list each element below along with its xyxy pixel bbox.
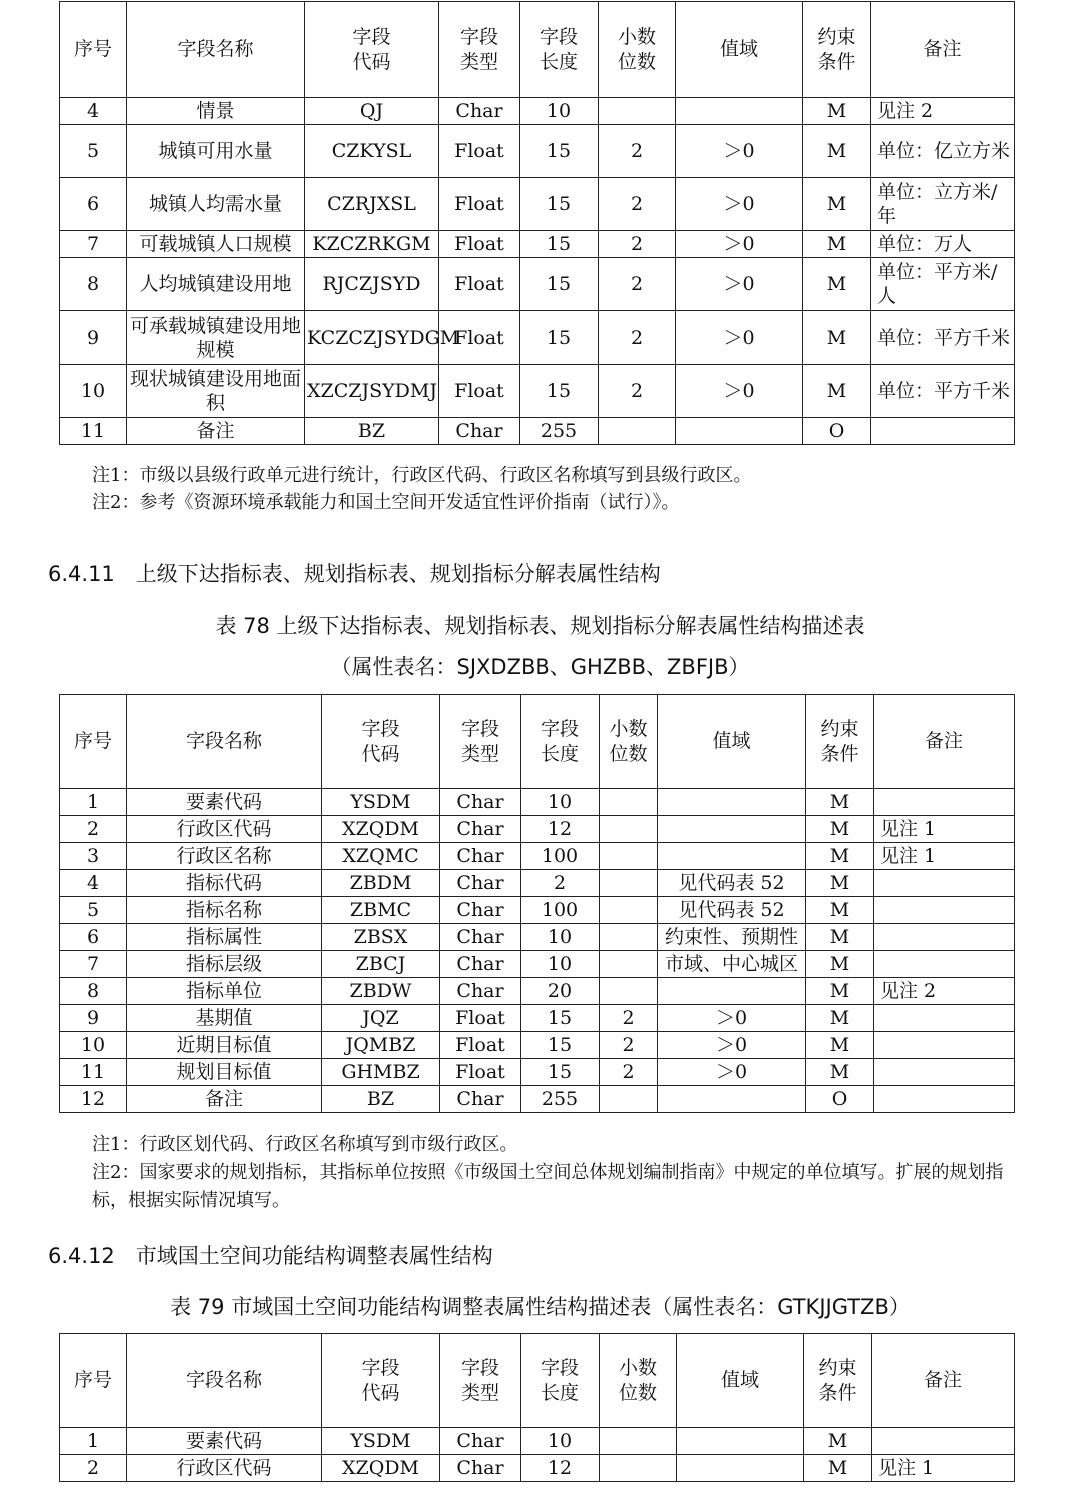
table-cell: BZ bbox=[322, 1086, 440, 1113]
header-cell: 序号 bbox=[60, 695, 127, 789]
table-cell: M bbox=[806, 1059, 874, 1086]
table-cell: 15 bbox=[520, 365, 599, 418]
table-cell: 2 bbox=[599, 178, 676, 231]
table-cell: Char bbox=[439, 418, 520, 445]
table-cell bbox=[677, 1428, 804, 1455]
header-cell: 字段 代码 bbox=[322, 1334, 440, 1428]
table-cell: M bbox=[806, 1005, 874, 1032]
header-cell: 字段 类型 bbox=[440, 1334, 521, 1428]
table-cell: 近期目标值 bbox=[127, 1032, 322, 1059]
table-cell bbox=[874, 789, 1015, 816]
table-cell: Char bbox=[440, 951, 521, 978]
table-cell: M bbox=[803, 365, 871, 418]
table-cell: JQZ bbox=[322, 1005, 440, 1032]
table-cell: 10 bbox=[521, 951, 600, 978]
table-row bbox=[60, 178, 1015, 231]
table-row bbox=[60, 1059, 1015, 1086]
table-cell: 15 bbox=[520, 178, 599, 231]
table-cell: M bbox=[806, 870, 874, 897]
table-cell: 备注 bbox=[127, 1086, 322, 1113]
table-cell: 10 bbox=[521, 789, 600, 816]
table-cell: 100 bbox=[521, 897, 600, 924]
table-cell: Char bbox=[440, 897, 521, 924]
table-cell bbox=[874, 1005, 1015, 1032]
table78-note-1: 注1：行政区划代码、行政区名称填写到市级行政区。 bbox=[92, 1134, 518, 1155]
table-cell bbox=[600, 816, 658, 843]
table-cell: ZBDM bbox=[322, 870, 440, 897]
table-cell: 要素代码 bbox=[127, 1428, 322, 1455]
table-row bbox=[60, 978, 1015, 1005]
table-cell: Char bbox=[440, 816, 521, 843]
table-cell bbox=[658, 816, 806, 843]
table-cell: 人均城镇建设用地 bbox=[127, 258, 305, 311]
table-cell: M bbox=[806, 843, 874, 870]
table-row bbox=[60, 98, 1015, 125]
table-cell: 9 bbox=[60, 311, 127, 365]
header-cell: 值域 bbox=[658, 695, 806, 789]
table-row bbox=[60, 951, 1015, 978]
table-cell: GHMBZ bbox=[322, 1059, 440, 1086]
table-cell: 基期值 bbox=[127, 1005, 322, 1032]
table-79 bbox=[59, 1333, 1015, 1482]
table-cell: 10 bbox=[521, 1428, 600, 1455]
table-cell: 15 bbox=[521, 1059, 600, 1086]
header-cell: 备注 bbox=[874, 695, 1015, 789]
table-cell: Float bbox=[440, 1005, 521, 1032]
table-cell: 255 bbox=[521, 1086, 600, 1113]
table-cell: ZBDW bbox=[322, 978, 440, 1005]
table-cell: 10 bbox=[521, 924, 600, 951]
header-cell: 字段 长度 bbox=[521, 695, 600, 789]
table-cell: Char bbox=[440, 789, 521, 816]
table-cell: Char bbox=[440, 1086, 521, 1113]
table-cell: CZRJXSL bbox=[305, 178, 439, 231]
table-cell: 2 bbox=[600, 1032, 658, 1059]
table-cell: M bbox=[806, 816, 874, 843]
table78-caption-name: （属性表名：SJXDZBB、GHZBB、ZBFJB） bbox=[330, 655, 750, 679]
table-cell bbox=[600, 951, 658, 978]
table-cell: 2 bbox=[60, 816, 127, 843]
table-cell: ＞0 bbox=[676, 231, 803, 258]
table-cell: M bbox=[803, 98, 871, 125]
table-cell: 单位：平方千米 bbox=[871, 311, 1015, 365]
table-cell bbox=[600, 870, 658, 897]
table-cell: 15 bbox=[520, 125, 599, 178]
table-cell: 5 bbox=[60, 125, 127, 178]
table-78 bbox=[59, 694, 1015, 1113]
table-cell: ZBMC bbox=[322, 897, 440, 924]
table-cell: ＞0 bbox=[658, 1005, 806, 1032]
table-cell: 单位：万人 bbox=[871, 231, 1015, 258]
section-heading-6-4-12: 6.4.12 市域国土空间功能结构调整表属性结构 bbox=[48, 1244, 493, 1268]
table-cell bbox=[600, 1086, 658, 1113]
table-row bbox=[60, 897, 1015, 924]
table-cell: Char bbox=[440, 924, 521, 951]
table-cell: ＞0 bbox=[676, 125, 803, 178]
table-cell bbox=[600, 1455, 677, 1482]
table78-note-2-text: 注2：国家要求的规划指标，其指标单位按照《市级国土空间总体规划编制指南》中规定的单位填写。扩展的规划指标，根据实际情况填写。 bbox=[92, 1162, 1004, 1211]
table-cell: Float bbox=[440, 1032, 521, 1059]
table-cell: 4 bbox=[60, 98, 127, 125]
table-cell: 15 bbox=[521, 1032, 600, 1059]
table-cell: XZQDM bbox=[322, 1455, 440, 1482]
table-cell: 指标单位 bbox=[127, 978, 322, 1005]
table-cell: 指标属性 bbox=[127, 924, 322, 951]
table-cell bbox=[600, 978, 658, 1005]
header-cell: 序号 bbox=[60, 1334, 127, 1428]
table-cell: 2 bbox=[599, 258, 676, 311]
table-cell: 15 bbox=[520, 231, 599, 258]
table-row bbox=[60, 1005, 1015, 1032]
table-cell: M bbox=[804, 1428, 872, 1455]
header-cell: 字段名称 bbox=[127, 1334, 322, 1428]
table-cell: 2 bbox=[521, 870, 600, 897]
table-cell: Char bbox=[440, 978, 521, 1005]
header-cell: 字段 长度 bbox=[520, 2, 599, 98]
table-cell: 约束性、预期性 bbox=[658, 924, 806, 951]
table-row bbox=[60, 789, 1015, 816]
table-cell: O bbox=[803, 418, 871, 445]
table-cell: Float bbox=[439, 311, 520, 365]
table-row bbox=[60, 843, 1015, 870]
table-cell: 单位：平方千米 bbox=[871, 365, 1015, 418]
table-cell: 见注 2 bbox=[871, 98, 1015, 125]
table-cell: ＞0 bbox=[676, 365, 803, 418]
table-cell: 4 bbox=[60, 870, 127, 897]
table-cell: BZ bbox=[305, 418, 439, 445]
table-cell: 2 bbox=[60, 1455, 127, 1482]
table-cell: YSDM bbox=[322, 1428, 440, 1455]
table-cell: 9 bbox=[60, 1005, 127, 1032]
table-cell: 可载城镇人口规模 bbox=[127, 231, 305, 258]
header-cell: 字段 代码 bbox=[322, 695, 440, 789]
table-cell: 指标名称 bbox=[127, 897, 322, 924]
table-cell: Float bbox=[440, 1059, 521, 1086]
table-cell: 单位：亿立方米 bbox=[871, 125, 1015, 178]
table-cell: 现状城镇建设用地面积 bbox=[127, 365, 305, 418]
header-cell: 约束 条件 bbox=[804, 1334, 872, 1428]
table-cell: 规划目标值 bbox=[127, 1059, 322, 1086]
header-cell: 值域 bbox=[676, 2, 803, 98]
table-cell bbox=[874, 897, 1015, 924]
table-cell: 城镇可用水量 bbox=[127, 125, 305, 178]
section-heading-6-4-11: 6.4.11 上级下达指标表、规划指标表、规划指标分解表属性结构 bbox=[48, 562, 661, 586]
table-cell: CZKYSL bbox=[305, 125, 439, 178]
table-cell: 7 bbox=[60, 231, 127, 258]
table-cell: 12 bbox=[60, 1086, 127, 1113]
table-cell: JQMBZ bbox=[322, 1032, 440, 1059]
table-cell: M bbox=[803, 231, 871, 258]
table-cell bbox=[600, 897, 658, 924]
table-cell: 见代码表 52 bbox=[658, 870, 806, 897]
table-cell: M bbox=[806, 924, 874, 951]
table-cell bbox=[658, 1086, 806, 1113]
table-cell: 8 bbox=[60, 258, 127, 311]
table-cell: XZQMC bbox=[322, 843, 440, 870]
header-cell: 字段 长度 bbox=[521, 1334, 600, 1428]
header-cell: 字段名称 bbox=[127, 695, 322, 789]
table-row bbox=[60, 418, 1015, 445]
table78-note-2 bbox=[92, 1159, 1012, 1215]
table-row bbox=[60, 258, 1015, 311]
table-cell: 单位：平方米/人 bbox=[871, 258, 1015, 311]
table-cell: ＞0 bbox=[676, 258, 803, 311]
table-cell: ＞0 bbox=[676, 178, 803, 231]
table-cell: M bbox=[804, 1455, 872, 1482]
table-cell: ＞0 bbox=[658, 1032, 806, 1059]
table-cell: 12 bbox=[521, 1455, 600, 1482]
attribute-table-continued bbox=[59, 1, 1015, 445]
table-cell: 见注 2 bbox=[874, 978, 1015, 1005]
table78-caption: 表 78 上级下达指标表、规划指标表、规划指标分解表属性结构描述表 bbox=[215, 614, 865, 638]
table-cell: 20 bbox=[521, 978, 600, 1005]
table-cell: Char bbox=[439, 98, 520, 125]
table-cell: QJ bbox=[305, 98, 439, 125]
table-row bbox=[60, 924, 1015, 951]
table-cell: XZCZJSYDMJ bbox=[305, 365, 439, 418]
table-cell: 15 bbox=[521, 1005, 600, 1032]
header-cell: 字段 类型 bbox=[440, 695, 521, 789]
header-cell: 小数 位数 bbox=[600, 695, 658, 789]
table-row bbox=[60, 1032, 1015, 1059]
table-cell: Char bbox=[440, 870, 521, 897]
table-cell: KCZCZJSYDGM bbox=[305, 311, 439, 365]
header-cell: 小数 位数 bbox=[599, 2, 676, 98]
table-cell: 11 bbox=[60, 1059, 127, 1086]
table-row bbox=[60, 365, 1015, 418]
table-cell: 10 bbox=[520, 98, 599, 125]
table-cell: 10 bbox=[60, 365, 127, 418]
table-cell: M bbox=[806, 789, 874, 816]
header-cell: 字段 类型 bbox=[439, 2, 520, 98]
table-cell: M bbox=[803, 311, 871, 365]
table-cell: Float bbox=[439, 258, 520, 311]
table-cell: 2 bbox=[599, 311, 676, 365]
table-cell bbox=[874, 924, 1015, 951]
table-cell: ＞0 bbox=[658, 1059, 806, 1086]
table-cell bbox=[874, 870, 1015, 897]
header-cell: 备注 bbox=[871, 2, 1015, 98]
table-cell: Float bbox=[439, 231, 520, 258]
table-cell bbox=[871, 418, 1015, 445]
table-row bbox=[60, 1086, 1015, 1113]
table-cell: 见代码表 52 bbox=[658, 897, 806, 924]
table-cell: YSDM bbox=[322, 789, 440, 816]
table-cell bbox=[872, 1428, 1015, 1455]
table-cell: M bbox=[803, 125, 871, 178]
table-cell: M bbox=[806, 897, 874, 924]
table-cell: 要素代码 bbox=[127, 789, 322, 816]
table-cell: 11 bbox=[60, 418, 127, 445]
table-cell: 2 bbox=[599, 125, 676, 178]
table-cell: 100 bbox=[521, 843, 600, 870]
table-cell: 情景 bbox=[127, 98, 305, 125]
table-cell bbox=[600, 924, 658, 951]
table-cell: 城镇人均需水量 bbox=[127, 178, 305, 231]
table-cell: Char bbox=[440, 843, 521, 870]
table-cell: 行政区代码 bbox=[127, 1455, 322, 1482]
table-cell: 行政区代码 bbox=[127, 816, 322, 843]
table-cell bbox=[874, 1086, 1015, 1113]
table-cell: M bbox=[806, 951, 874, 978]
table-cell: 5 bbox=[60, 897, 127, 924]
table79-caption: 表 79 市域国土空间功能结构调整表属性结构描述表（属性表名：GTKJJGTZB） bbox=[170, 1295, 910, 1319]
table-cell: KZCZRKGM bbox=[305, 231, 439, 258]
table-cell bbox=[600, 789, 658, 816]
table-cell: 2 bbox=[599, 231, 676, 258]
table-cell: 2 bbox=[600, 1059, 658, 1086]
table-cell: 见注 1 bbox=[874, 816, 1015, 843]
table-cell bbox=[874, 1059, 1015, 1086]
table-row bbox=[60, 1455, 1015, 1482]
table-cell: 255 bbox=[520, 418, 599, 445]
table-cell: ZBSX bbox=[322, 924, 440, 951]
table-cell: 1 bbox=[60, 1428, 127, 1455]
header-cell: 值域 bbox=[677, 1334, 804, 1428]
table-header-row bbox=[60, 695, 1015, 789]
table-cell: 单位：立方米/年 bbox=[871, 178, 1015, 231]
table-cell: 行政区名称 bbox=[127, 843, 322, 870]
table-cell bbox=[658, 789, 806, 816]
table-cell: ＞0 bbox=[676, 311, 803, 365]
header-cell: 字段名称 bbox=[127, 2, 305, 98]
table-cell bbox=[658, 978, 806, 1005]
table-cell: Float bbox=[439, 125, 520, 178]
table-row bbox=[60, 311, 1015, 365]
table-cell: M bbox=[806, 1032, 874, 1059]
table-cell: 8 bbox=[60, 978, 127, 1005]
table-cell: 7 bbox=[60, 951, 127, 978]
header-cell: 约束 条件 bbox=[803, 2, 871, 98]
table-cell: 可承载城镇建设用地规模 bbox=[127, 311, 305, 365]
table-cell bbox=[599, 98, 676, 125]
table-cell: Float bbox=[439, 365, 520, 418]
table-cell bbox=[676, 418, 803, 445]
table-cell: Float bbox=[439, 178, 520, 231]
table-cell bbox=[599, 418, 676, 445]
table-cell: 指标代码 bbox=[127, 870, 322, 897]
table-cell: RJCZJSYD bbox=[305, 258, 439, 311]
table-cell: M bbox=[803, 258, 871, 311]
table-cell: 1 bbox=[60, 789, 127, 816]
header-cell: 小数 位数 bbox=[600, 1334, 677, 1428]
table-cell: 15 bbox=[520, 311, 599, 365]
table-row bbox=[60, 816, 1015, 843]
table-cell: 2 bbox=[599, 365, 676, 418]
table-header-row bbox=[60, 2, 1015, 98]
table-cell: M bbox=[803, 178, 871, 231]
header-cell: 备注 bbox=[872, 1334, 1015, 1428]
table1-note-2: 注2：参考《资源环境承载能力和国土空间开发适宜性评价指南（试行）》。 bbox=[92, 492, 680, 513]
table-cell: 指标层级 bbox=[127, 951, 322, 978]
table-cell bbox=[874, 951, 1015, 978]
table-cell: Char bbox=[440, 1455, 521, 1482]
table-cell: XZQDM bbox=[322, 816, 440, 843]
table-cell: 2 bbox=[600, 1005, 658, 1032]
table-cell: 6 bbox=[60, 178, 127, 231]
table-row bbox=[60, 870, 1015, 897]
table-cell: 备注 bbox=[127, 418, 305, 445]
table-row bbox=[60, 125, 1015, 178]
table-cell bbox=[658, 843, 806, 870]
table-cell: 见注 1 bbox=[874, 843, 1015, 870]
table-row bbox=[60, 1428, 1015, 1455]
table-cell: 10 bbox=[60, 1032, 127, 1059]
table-cell: O bbox=[806, 1086, 874, 1113]
table-cell bbox=[677, 1455, 804, 1482]
table-cell: Char bbox=[440, 1428, 521, 1455]
header-cell: 约束 条件 bbox=[806, 695, 874, 789]
table-cell bbox=[600, 843, 658, 870]
table-cell: 市域、中心城区 bbox=[658, 951, 806, 978]
table-cell: M bbox=[806, 978, 874, 1005]
table-cell: 3 bbox=[60, 843, 127, 870]
table-cell: 见注 1 bbox=[872, 1455, 1015, 1482]
table-header-row bbox=[60, 1334, 1015, 1428]
table-row bbox=[60, 231, 1015, 258]
header-cell: 序号 bbox=[60, 2, 127, 98]
table-cell bbox=[600, 1428, 677, 1455]
table-cell bbox=[874, 1032, 1015, 1059]
table-cell: 12 bbox=[521, 816, 600, 843]
table-cell: 15 bbox=[520, 258, 599, 311]
table1-note-1: 注1：市级以县级行政单元进行统计，行政区代码、行政区名称填写到县级行政区。 bbox=[92, 465, 752, 486]
header-cell: 字段 代码 bbox=[305, 2, 439, 98]
table-cell: ZBCJ bbox=[322, 951, 440, 978]
table-cell bbox=[676, 98, 803, 125]
table-cell: 6 bbox=[60, 924, 127, 951]
